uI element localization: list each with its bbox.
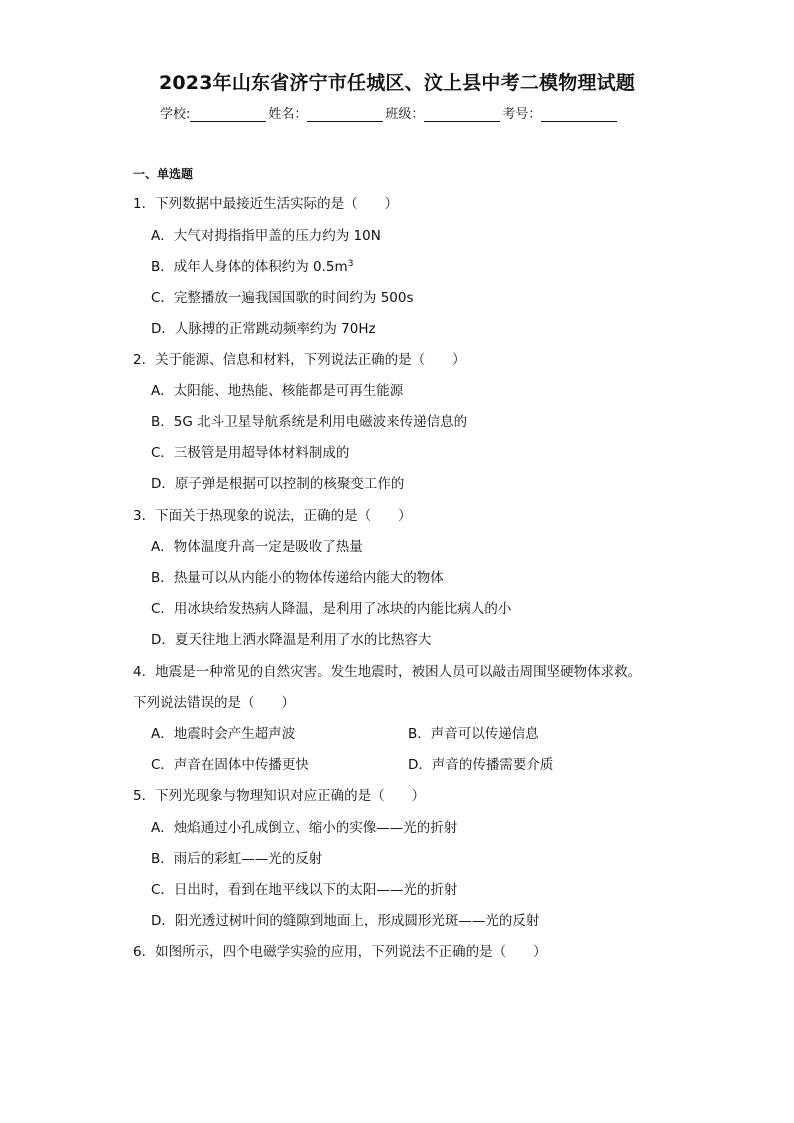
question-2-option-a: A．太阳能、地热能、核能都是可再生能源: [151, 383, 404, 399]
class-label: 班级：: [385, 107, 425, 122]
question-4-option-c: C．声音在固体中传播更快: [151, 757, 309, 773]
question-3-option-c: C．用冰块给发热病人降温，是利用了冰块的内能比病人的小: [151, 601, 512, 617]
number-blank[interactable]: [541, 107, 617, 122]
question-1-option-b: [151, 255, 353, 275]
question-2-option-b: B．5G 北斗卫星导航系统是利用电磁波来传递信息的: [151, 414, 468, 430]
question-5-option-c: C．日出时，看到在地平线以下的太阳——光的折射: [151, 882, 458, 898]
number-label: 考号：: [502, 107, 542, 122]
question-1-option-d: D．人脉搏的正常跳动频率约为 70Hz: [151, 321, 376, 337]
question-1-option-c: C．完整播放一遍我国国歌的时间约为 500s: [151, 290, 414, 306]
school-label: 学校:: [160, 107, 191, 122]
exam-title: 2023年山东省济宁市任城区、汶上县中考二模物理试题: [158, 72, 636, 94]
name-label: 姓名：: [268, 107, 308, 122]
question-5-option-d: D．阳光透过树叶间的缝隙到地面上，形成圆形光斑——光的反射: [151, 913, 540, 929]
question-5-option-a: A．烛焰通过小孔成倒立、缩小的实像——光的折射: [151, 820, 458, 836]
question-2-option-d: D．原子弹是根据可以控制的核聚变工作的: [151, 476, 405, 492]
section-heading: 一、单选题: [133, 167, 194, 181]
name-blank[interactable]: [307, 107, 383, 122]
option-b-text: B．成年人身体的体积约为 0.5m: [151, 259, 348, 275]
class-blank[interactable]: [424, 107, 500, 122]
question-5-stem: 5．下列光现象与物理知识对应正确的是（ ）: [133, 788, 426, 804]
cubic-superscript: 3: [347, 259, 354, 269]
question-4-option-b: B．声音可以传递信息: [408, 726, 539, 742]
question-6-stem: 6．如图所示，四个电磁学实验的应用，下列说法不正确的是（ ）: [133, 944, 547, 960]
question-2-option-c: C．三极管是用超导体材料制成的: [151, 445, 350, 461]
question-3-option-b: B．热量可以从内能小的物体传递给内能大的物体: [151, 570, 444, 586]
question-1-option-a: A．大气对拇指指甲盖的压力约为 10N: [151, 228, 381, 244]
question-4-stem: 4．地震是一种常见的自然灾害。发生地震时，被困人员可以敲击周围坚硬物体求救。: [133, 664, 642, 680]
student-info-row: [160, 103, 640, 122]
question-4-option-d: D．声音的传播需要介质: [408, 757, 554, 773]
question-3-option-d: D．夏天往地上洒水降温是利用了水的比热容大: [151, 632, 432, 648]
question-2-stem: 2．关于能源、信息和材料，下列说法正确的是（ ）: [133, 352, 466, 368]
question-5-option-b: B．雨后的彩虹——光的反射: [151, 851, 323, 867]
question-3-stem: 3．下面关于热现象的说法，正确的是（ ）: [133, 508, 412, 524]
question-1-stem: 1．下列数据中最接近生活实际的是（ ）: [133, 196, 399, 212]
question-4-stem-continued: 下列说法错误的是（ ）: [133, 695, 295, 711]
school-blank[interactable]: [190, 107, 266, 122]
question-3-option-a: A．物体温度升高一定是吸收了热量: [151, 539, 363, 555]
question-4-option-a: A．地震时会产生超声波: [151, 726, 296, 742]
